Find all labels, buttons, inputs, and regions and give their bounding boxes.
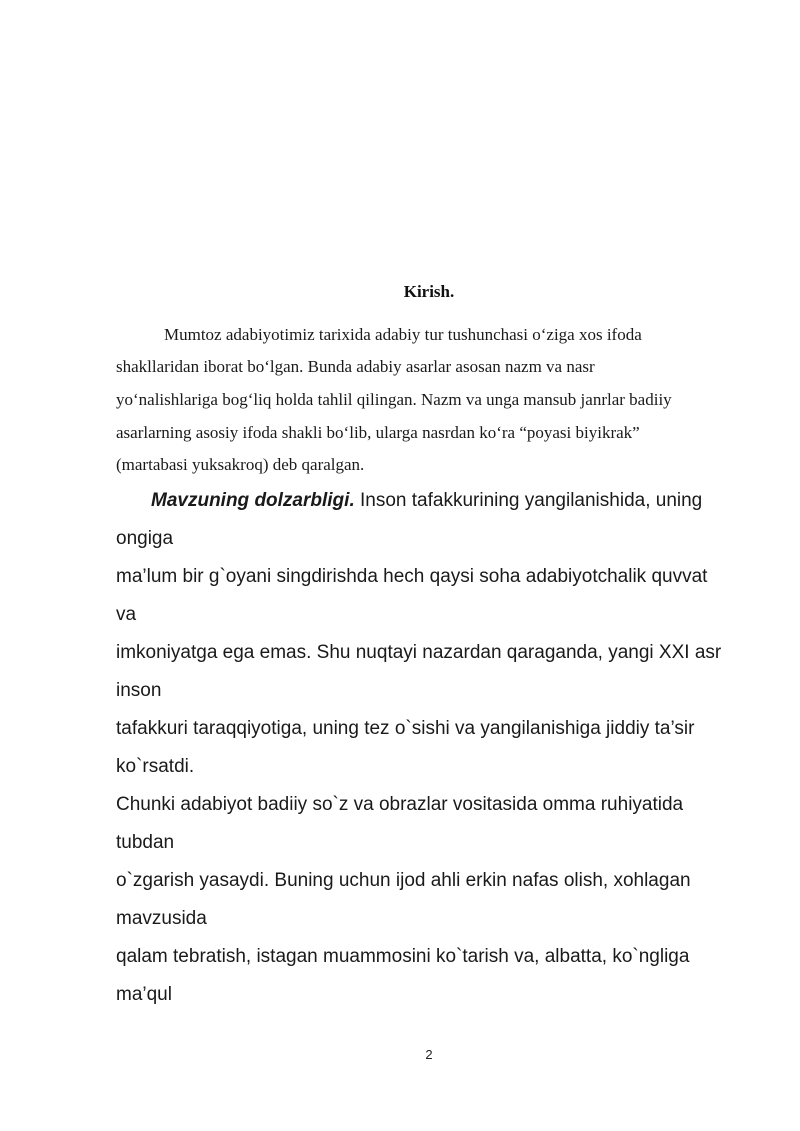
page-number: 2 — [425, 1047, 433, 1062]
relevance-lead-text: Inson tafakkurining yangilanishida, uning — [354, 490, 703, 511]
relevance-line: ko`rsatdi. — [116, 756, 195, 777]
relevance-line: imkoniyatga ega emas. Shu nuqtayi nazardan qaraganda, yangi XXI asr — [116, 642, 722, 663]
relevance-first-line — [151, 490, 702, 512]
intro-line: asarlarning asosiy ifoda shakli bo‘lib, ularga nasrdan ko‘ra “poyasi biyikrak” — [116, 423, 640, 442]
relevance-line: tafakkuri taraqqiyotiga, uning tez o`sishi va yangilanishiga jiddiy ta’sir — [116, 718, 695, 739]
relevance-line: va — [116, 604, 137, 625]
relevance-line: ma’qul — [116, 984, 172, 1005]
intro-line: Mumtoz adabiyotimiz tarixida adabiy tur tushunchasi o‘ziga xos ifoda — [164, 325, 642, 344]
relevance-line: ma’lum bir g`oyani singdirishda hech qaysi soha adabiyotchalik quvvat — [116, 566, 708, 587]
intro-line: yo‘nalishlariga bog‘liq holda tahlil qilingan. Nazm va unga mansub janrlar badiiy — [116, 390, 672, 409]
relevance-line: tubdan — [116, 832, 175, 853]
relevance-line: Chunki adabiyot badiiy so`z va obrazlar vositasida omma ruhiyatida — [116, 794, 684, 815]
relevance-line: inson — [116, 680, 162, 701]
relevance-line: qalam tebratish, istagan muammosini ko`tarish va, albatta, ko`ngliga — [116, 946, 690, 967]
relevance-line: mavzusida — [116, 908, 207, 929]
intro-line: (martabasi yuksakroq) deb qaralgan. — [116, 455, 365, 474]
relevance-line: o`zgarish yasaydi. Buning uchun ijod ahli erkin nafas olish, xohlagan — [116, 870, 691, 891]
intro-line: shakllaridan iborat bo‘lgan. Bunda adabiy asarlar asosan nazm va nasr — [116, 357, 595, 376]
relevance-lead-label: Mavzuning dolzarbligi. — [151, 490, 355, 511]
relevance-line: ongiga — [116, 528, 174, 549]
section-heading: Kirish. — [403, 282, 455, 301]
